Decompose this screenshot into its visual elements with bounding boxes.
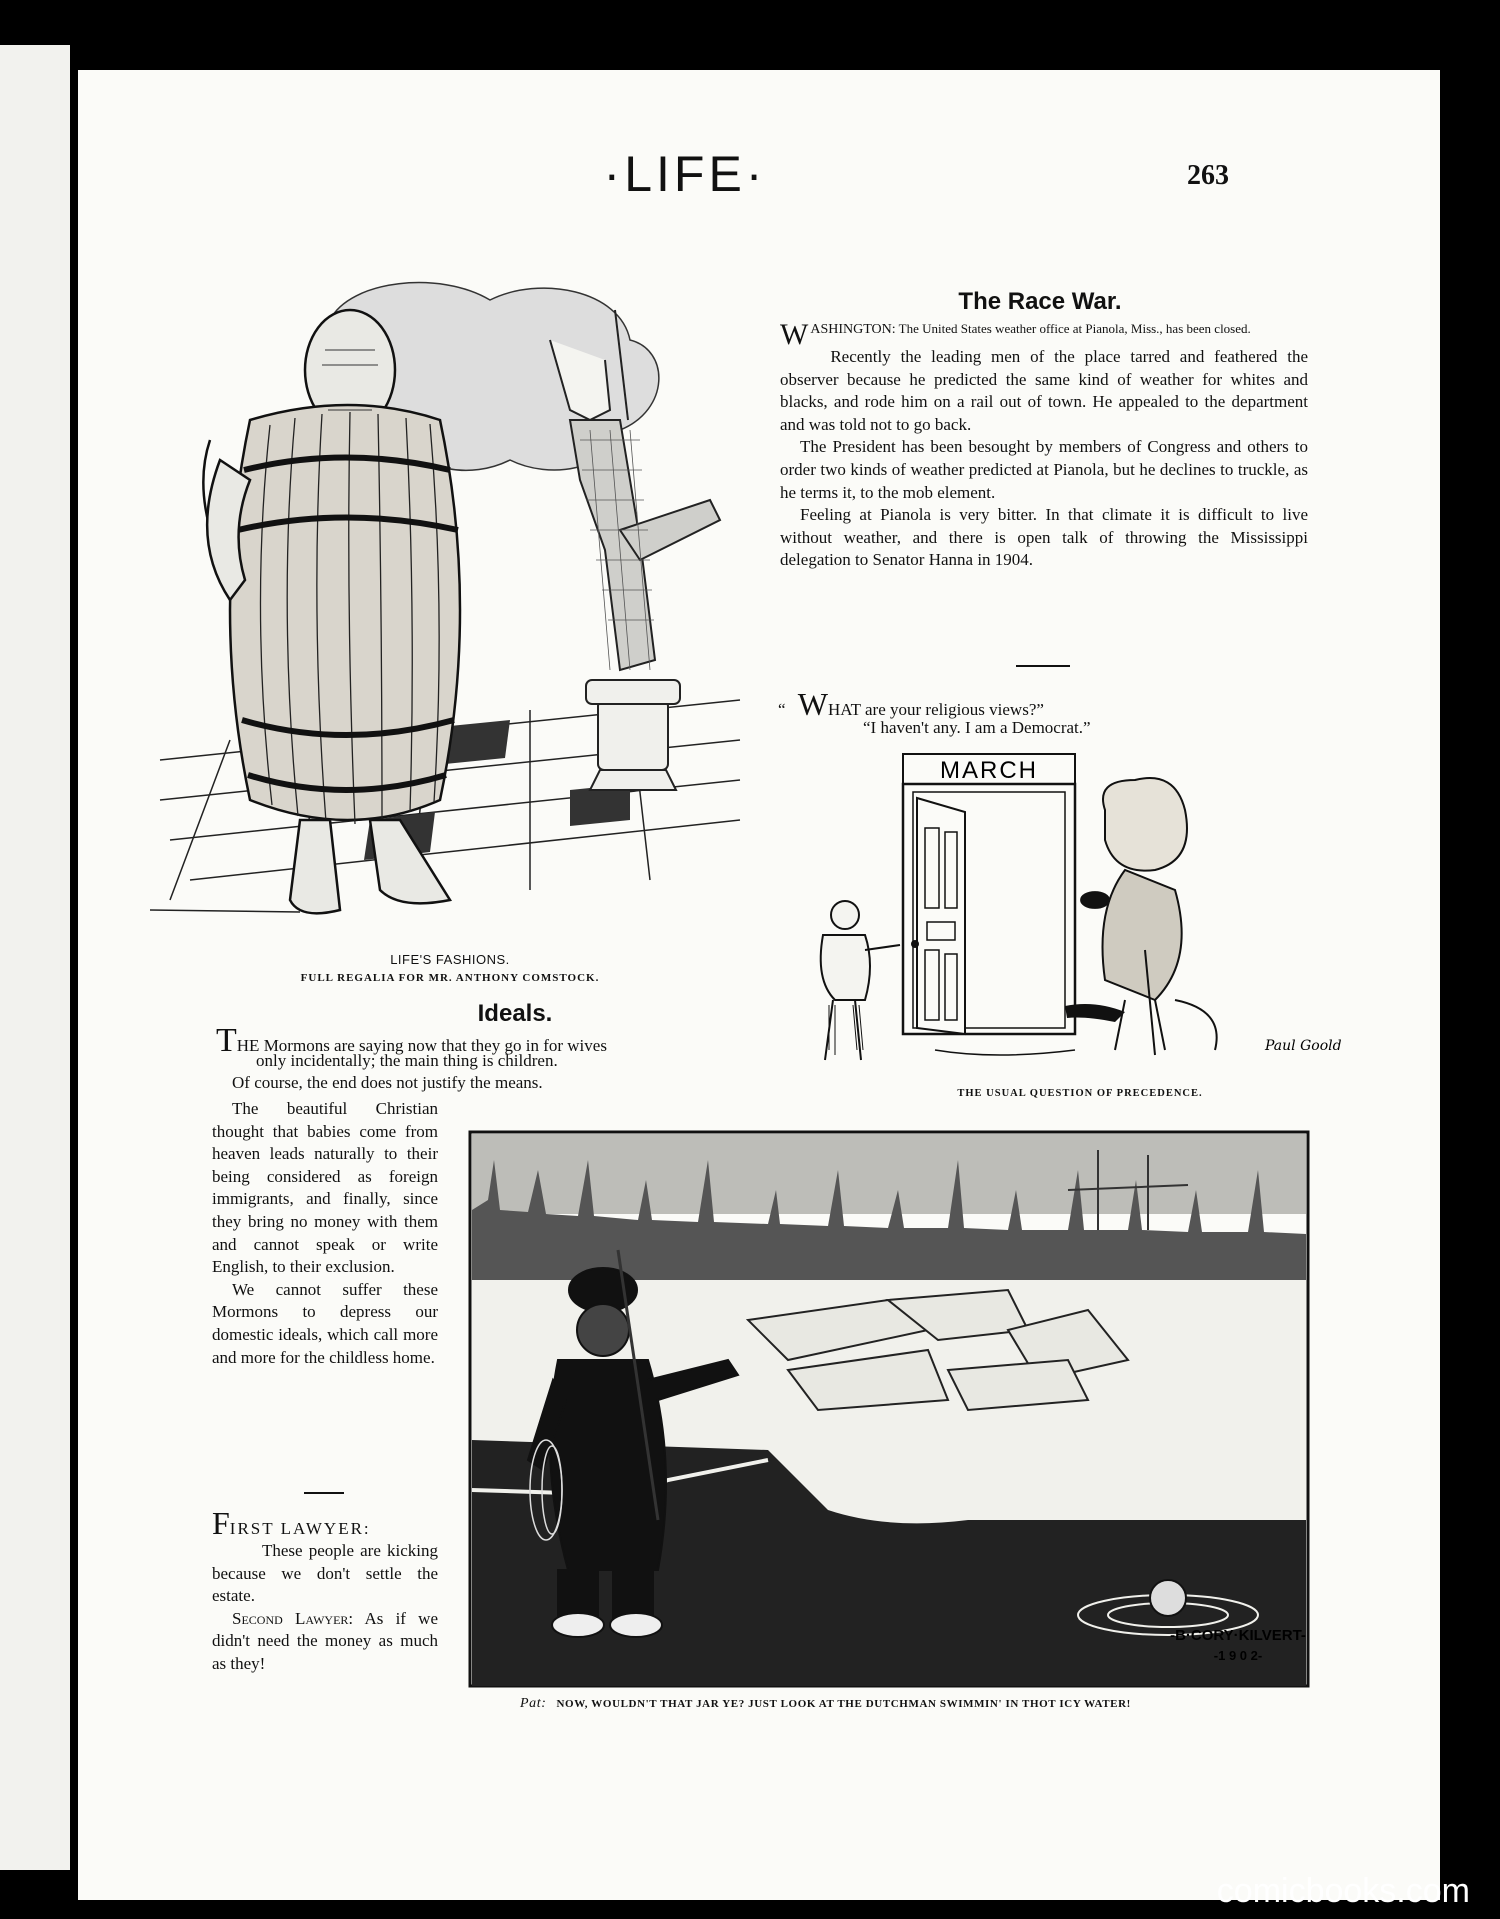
second-lawyer-label: Second Lawyer: [232,1608,354,1628]
ice-caption-speaker: Pat: [520,1696,547,1711]
illustration-ice-swimmer [468,1130,1310,1688]
page-number: 263 [1187,160,1229,191]
lawyers-dropcap: F [212,1505,230,1541]
religious-views-line-2: “I haven't any. I am a Democrat.” [863,718,1091,737]
ideals-line-3: Of course, the end does not justify the means. [232,1073,543,1093]
march-signature: Paul Goold [1265,1038,1342,1054]
first-lawyer-text: These people are kicking because we don't settle the estate. [212,1541,438,1606]
race-war-paragraph-3: Feeling at Pianola is very bitter. In that climate it is difficult to live without weather, and there is open talk of throwing the Mississippi delegation to Senator Hanna in 1904. [780,505,1308,570]
ideals-line-1: HE Mormons are saying now that they go in for wives [236,1036,607,1055]
march-caption: THE USUAL QUESTION OF PRECEDENCE. [957,1088,1203,1099]
race-war-dateline: ASHINGTON: [810,322,896,337]
ideals-body [212,1098,438,1369]
fashions-caption-title: LIFE'S FASHIONS. [390,952,510,967]
march-sign: MARCH [940,757,1038,784]
site-watermark: comicbooks.com [1216,1872,1470,1910]
race-war-paragraph-2: The President has been besought by members of Congress and others to order two kinds of weather predicted at Pianola, but he declines to truckle, as he terms it, to the mob element. [780,437,1308,502]
section-divider [304,1492,344,1494]
race-war-article [780,320,1308,572]
ideals-line-2: only incidentally; the main thing is children. [256,1050,558,1070]
lawyers-joke [212,1505,438,1676]
religious-views-dropcap: W [797,686,828,722]
ice-year: -1 9 0 2- [1213,1648,1263,1663]
ice-caption-text: NOW, WOULDN'T THAT JAR YE? JUST LOOK AT THE DUTCHMAN SWIMMIN' IN THOT ICY WATER! [556,1698,1131,1710]
ideals-paragraph-2: We cannot suffer these Mormons to depress our domestic ideals, which call more and more for the childless home. [212,1279,438,1367]
masthead-title: ·LIFE· [603,146,767,202]
facing-page-edge [0,45,70,1870]
race-war-dropcap: W [780,318,809,351]
ice-caption [520,1696,1340,1712]
race-war-paragraph-1: Recently the leading men of the place tarred and feathered the observer because he predicted the same kind of weather for whites and blacks, and rode him on a rail out of town. He appealed to the department and was told not to go back. [780,347,1308,434]
ice-signature: -B·CORY·KILVERT- [1170,1627,1306,1644]
race-war-headline: The Race War. [958,288,1122,315]
first-lawyer-label: IRST LAWYER: [229,1519,371,1538]
ideals-headline: Ideals. [477,1000,553,1027]
religious-views-joke [778,686,1298,740]
illustration-march-precedence [795,750,1365,1080]
ideals-paragraph-1: The beautiful Christian thought that babies come from heaven leads naturally to their being considered as foreign immigrants, and finally, since they bring no money with them and cannot speak or write English, to their exclusion. [212,1099,438,1277]
second-lawyer-text: As if we didn't need the money as much as they! [212,1608,438,1673]
race-war-dateline-text: The United States weather office at Pianola, Miss., has been closed. [898,321,1251,336]
ideals-dropcap: T [216,1022,237,1059]
fashions-caption-sub: FULL REGALIA FOR MR. ANTHONY COMSTOCK. [300,972,600,984]
open-quote: “ [778,700,786,719]
ideals-intro [216,1022,746,1095]
section-divider [1016,665,1070,667]
religious-views-line-1: HAT are your religious views?” [828,700,1044,719]
illustration-lifes-fashions [150,280,750,940]
